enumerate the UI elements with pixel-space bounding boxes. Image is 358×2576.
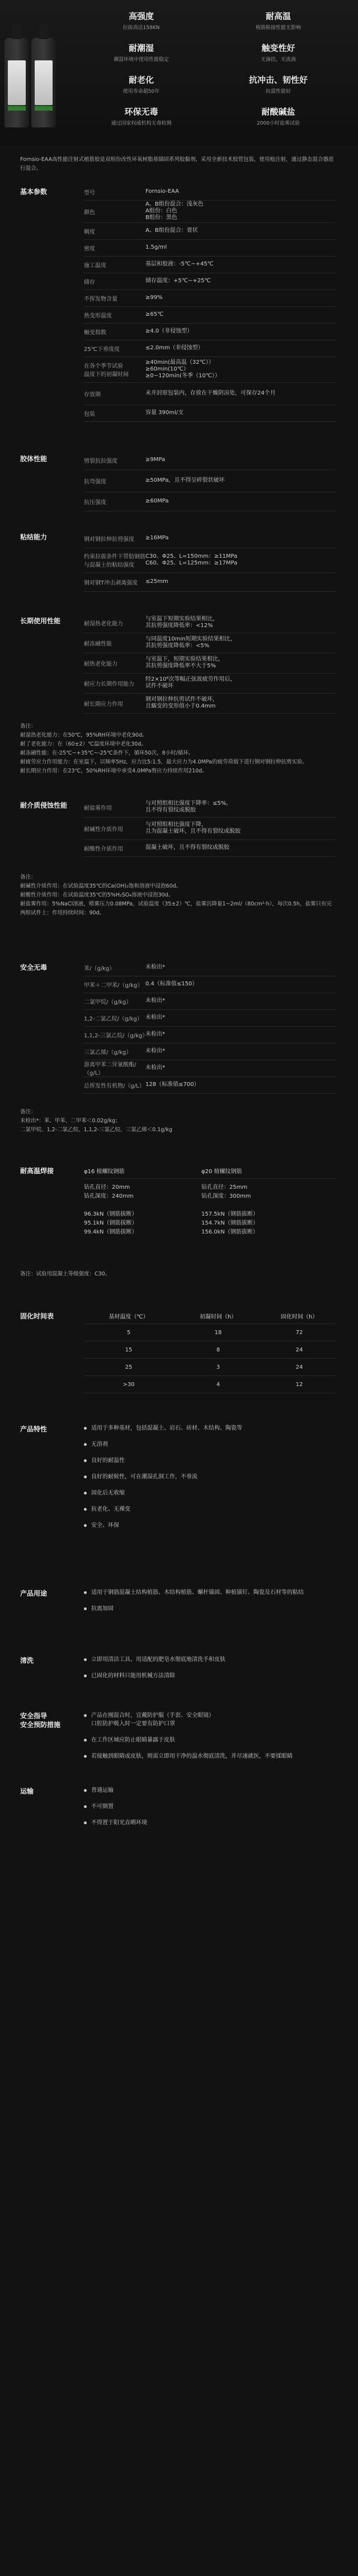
hightemp-head-16: φ16 植螺纹钢筋 bbox=[84, 1168, 125, 1175]
row-value: 未检出* bbox=[145, 1014, 165, 1021]
cure-cell: 3 bbox=[216, 1364, 220, 1370]
feature-sub: 拉拔高达158KN bbox=[123, 25, 160, 31]
table-row bbox=[84, 405, 336, 422]
product-image bbox=[4, 32, 58, 127]
bullet-item bbox=[84, 1786, 336, 1795]
table-row bbox=[84, 222, 336, 240]
cartridge-nozzle bbox=[12, 23, 21, 39]
table-row bbox=[84, 492, 336, 511]
row-value: C30、Φ25、L=150mm：≥11MPa C60、Φ25、L=125mm：≥17MPa bbox=[145, 553, 238, 566]
row-label: 存放期 bbox=[84, 391, 101, 398]
row-label: 颜色 bbox=[84, 209, 95, 216]
bullet-item bbox=[84, 1588, 336, 1597]
table-row bbox=[84, 653, 336, 673]
table-row bbox=[84, 450, 336, 470]
table-row bbox=[84, 1043, 336, 1060]
table-row bbox=[84, 976, 336, 993]
feature-sub: 通过国家权威机构无毒检测 bbox=[111, 121, 172, 126]
cure-head-temp: 基材温度（℃） bbox=[109, 1313, 149, 1320]
row-label: 施工温度 bbox=[84, 262, 106, 269]
hightemp-line: 99.4kN（钢筋拔断） bbox=[84, 1229, 138, 1235]
bullet-dot-icon bbox=[84, 1821, 87, 1824]
hightemp-header bbox=[84, 1163, 336, 1179]
section-adhesive bbox=[0, 448, 358, 526]
table-row bbox=[84, 613, 336, 633]
cure-row bbox=[84, 1359, 336, 1376]
bullet-dot-icon bbox=[84, 1459, 87, 1462]
row-value: ≥50MPa，且不得呈碎裂状破坏 bbox=[145, 477, 225, 483]
hightemp-line: 钻孔直径：25mm bbox=[201, 1184, 248, 1190]
bullet-item bbox=[84, 1752, 336, 1761]
table-row bbox=[84, 529, 336, 548]
safety-notes: 备注： 未检出*：苯、甲苯、二甲苯＜0.02g/kg； 二氯甲烷、1,2-二氯乙烷、1,1,2-三氯乙烷、三氯乙烯＜0.1g/kg bbox=[20, 1109, 173, 1133]
feature-sub: 2000小时盐雾试验 bbox=[257, 121, 300, 126]
feature-item bbox=[73, 106, 210, 126]
bullet-text: 抗震加固 bbox=[91, 1606, 114, 1612]
table-row bbox=[84, 323, 336, 340]
row-label: 热变形温度 bbox=[84, 312, 112, 319]
section-protect bbox=[0, 1706, 358, 1778]
cure-head-initial: 初凝时间（h） bbox=[199, 1313, 237, 1320]
row-label: 不挥发物含量 bbox=[84, 296, 117, 302]
cure-table bbox=[84, 1308, 336, 1393]
row-value: 与室温下短期实验结果相比， 其抗剪强度降低率：<12% bbox=[145, 616, 218, 629]
bullet-text: 安全、环保 bbox=[91, 1522, 119, 1529]
feature-item bbox=[73, 42, 210, 63]
feature-title: 耐高温 bbox=[265, 11, 291, 21]
row-value: ≥16MPa bbox=[145, 535, 169, 541]
feature-title: 耐潮湿 bbox=[128, 43, 154, 53]
bullet-text: 适用于钢筋混凝土结构植筋、木结构植筋、螺杆锚固、种植锚钉、陶瓷及石材等的粘结 bbox=[91, 1590, 304, 1596]
row-value: A、B组份混合：浅灰色 A组份：白色 B组份：黑色 bbox=[145, 201, 204, 221]
section-hightemp bbox=[0, 1158, 358, 1303]
cure-cell: 12 bbox=[295, 1381, 303, 1388]
row-label: 耐湿热老化能力 bbox=[84, 620, 123, 627]
section-title: 耐介质侵蚀性能 bbox=[20, 801, 68, 809]
hightemp-head-20: φ20 植螺纹钢筋 bbox=[201, 1168, 242, 1175]
table-row bbox=[84, 572, 336, 592]
feature-sub: 使用寿命超50年 bbox=[123, 89, 160, 94]
feature-item bbox=[210, 74, 347, 94]
section-title: 安全指导 安全预防措施 bbox=[20, 1712, 61, 1729]
row-value: ≥60MPa bbox=[145, 498, 169, 504]
bullet-item bbox=[84, 1711, 336, 1728]
row-label: 包装 bbox=[84, 411, 95, 418]
row-label: 游离甲苯二异氰酸酯/（g/L） bbox=[84, 1062, 136, 1076]
row-value: 与室温下，短期实验结果相比， 其抗剪强度降低率不大于5% bbox=[145, 656, 224, 669]
bullet-text: 产品在刚混合时，宜戴防护服（手套、安全眼镜） 口腔防护吸入时一定要有防护口罩 bbox=[91, 1712, 214, 1727]
bullet-text: 不得置于阳光直晒环境 bbox=[91, 1820, 147, 1826]
row-value: ≥4.0（非侵蚀型） bbox=[145, 328, 193, 334]
section-corrosion bbox=[0, 795, 358, 957]
table-row bbox=[84, 1026, 336, 1043]
table-row bbox=[84, 340, 336, 357]
bullet-text: 普通运输 bbox=[91, 1787, 114, 1794]
feature-item bbox=[210, 10, 347, 31]
hightemp-line: 157.5kN（钢筋拔断） bbox=[201, 1211, 258, 1217]
bullet-text: 若接触到眼睛或皮肤，则需立即用干净的温水彻底清洗，并尽速就医，不要揉眼睛 bbox=[91, 1753, 293, 1759]
row-label: 苯/（g/kg） bbox=[84, 965, 115, 972]
hightemp-line: 钻孔深度：240mm bbox=[84, 1193, 134, 1199]
bullet-item bbox=[84, 1802, 336, 1811]
feature-item bbox=[73, 10, 210, 31]
row-value: 未检出* bbox=[145, 1031, 165, 1037]
bullet-item bbox=[84, 1424, 336, 1432]
bullet-dot-icon bbox=[84, 1427, 87, 1430]
bullet-item bbox=[84, 1505, 336, 1514]
table-row bbox=[84, 1076, 336, 1094]
table-row bbox=[84, 1060, 336, 1077]
section-title: 产品用途 bbox=[20, 1590, 48, 1597]
row-label: 甲苯＋二甲苯/（g/kg） bbox=[84, 982, 143, 989]
row-value: ≤25mm bbox=[145, 578, 168, 585]
bullet-text: 良好的耐候性，可在潮湿孔洞工作，不垂流 bbox=[91, 1474, 197, 1480]
table-row bbox=[84, 306, 336, 324]
row-label: 总挥发性有机物/（g/L） bbox=[84, 1083, 145, 1089]
cure-cell: >30 bbox=[123, 1381, 135, 1388]
hightemp-line: 96.3kN（钢筋拔断） bbox=[84, 1211, 138, 1217]
cure-cell: 4 bbox=[216, 1381, 220, 1388]
cure-head-full: 固化时间（h） bbox=[280, 1313, 318, 1320]
corrosion-notes: 备注： 耐碱性介质作用：在试验温度35℃的Ca(OH)₂饱和溶液中浸泡60d。 耐酸性介质作用：在试验温度35℃的5%H₂SO₄溶液中浸泡30d。 耐盐雾作用：5%NaCl溶液，喷雾压力0.08MPa，试验温度（35±2）℃，盐雾沉降量1~2ml/（80cm²·h），每次0.5h，盐雾只有完两组试件上：作用持续时间：90d。 bbox=[20, 874, 332, 916]
row-label: 密度 bbox=[84, 245, 95, 252]
section-usage bbox=[0, 1583, 358, 1650]
feature-sub: 潮湿环境中使用性能稳定 bbox=[113, 57, 169, 63]
cure-row bbox=[84, 1376, 336, 1393]
bullet-text: 无溶剂 bbox=[91, 1441, 108, 1448]
row-value: ≥9MPa bbox=[145, 457, 166, 463]
hightemp-line: 钻孔深度：300mm bbox=[201, 1193, 251, 1199]
transport-list bbox=[84, 1786, 336, 1835]
cartridge-left bbox=[4, 38, 29, 127]
row-label: 型号 bbox=[84, 189, 95, 196]
row-label: 25℃下垂度度 bbox=[84, 346, 120, 353]
table-row bbox=[84, 797, 336, 818]
feature-item bbox=[210, 42, 347, 63]
feature-item bbox=[73, 74, 210, 94]
table-row bbox=[84, 183, 336, 201]
table-row bbox=[84, 382, 336, 405]
feature-title: 触变性好 bbox=[261, 43, 295, 53]
table-row bbox=[84, 817, 336, 840]
bullet-item bbox=[84, 1736, 336, 1744]
row-label: 1,1,2-三氯乙烷/（g/kg） bbox=[84, 1032, 148, 1039]
intro-text: Fornsio-EAA高性能注射式植筋胶是双组份改性环氧树脂基锚固系列胶黏剂，采用全新技术胶管包装，使用枪注射，通过静态混合器进行混合。 bbox=[20, 156, 334, 172]
bullet-dot-icon bbox=[84, 1714, 87, 1717]
cure-cell: 18 bbox=[214, 1329, 222, 1336]
bullet-dot-icon bbox=[84, 1443, 87, 1446]
row-value: A、B组份混合：膏状 bbox=[145, 227, 198, 234]
section-longterm bbox=[0, 610, 358, 795]
bullet-text: 良好的耐温性 bbox=[91, 1458, 125, 1464]
feature-title: 环保无毒 bbox=[124, 107, 158, 117]
bullet-dot-icon bbox=[84, 1674, 87, 1677]
bullet-item bbox=[84, 1457, 336, 1465]
bullet-dot-icon bbox=[84, 1755, 87, 1758]
bullet-text: 适用于多种基材，包括混凝土、岩石、砖材、木结构、陶瓷等 bbox=[91, 1425, 242, 1431]
table-row bbox=[84, 673, 336, 694]
cure-cell: 24 bbox=[295, 1364, 303, 1370]
row-value: 混凝土破坏，且不得有裂纹或脱胶 bbox=[145, 845, 229, 851]
hightemp-col-16 bbox=[84, 1183, 201, 1237]
cartridge-label bbox=[35, 60, 53, 105]
cure-cell: 25 bbox=[125, 1364, 133, 1370]
bullet-text: 在工作区域应防止眼睛暴露于皮肤 bbox=[91, 1737, 175, 1743]
feature-sub: 植筋粘接性能无影响 bbox=[255, 25, 301, 31]
section-title: 长期使用性能 bbox=[20, 617, 61, 625]
row-value: 与对照组相比强度下降， 且为混凝土破坏，且不得有裂纹或脱胶 bbox=[145, 822, 241, 834]
row-label: 抗压强度 bbox=[84, 499, 106, 506]
row-label: 约束拉拔条件下带肋钢筋 与混凝土的粘结强度 bbox=[84, 554, 145, 568]
row-label: 耐碱性介质作用 bbox=[84, 826, 123, 833]
row-label: 三氯乙烯/（g/kg） bbox=[84, 1049, 132, 1056]
row-value: 未开封原包装内，存放在干燥阴凉处，可保存24个月 bbox=[145, 390, 276, 396]
row-label: 触变指数 bbox=[84, 329, 106, 336]
hightemp-line: 95.1kN（钢筋拔断） bbox=[84, 1220, 138, 1226]
table-row bbox=[84, 633, 336, 653]
bullet-text: 抗老化、无裸变 bbox=[91, 1506, 130, 1512]
table-row bbox=[84, 200, 336, 223]
feature-title: 耐老化 bbox=[128, 75, 154, 85]
row-value: 1.5g/ml bbox=[145, 244, 167, 250]
bullet-item bbox=[84, 1440, 336, 1449]
cure-cell: 24 bbox=[295, 1346, 303, 1353]
usage-list bbox=[84, 1588, 336, 1621]
hightemp-table bbox=[84, 1163, 336, 1237]
feature-sub: 无滴挂，无流淌 bbox=[260, 57, 296, 63]
cartridge-nozzle bbox=[39, 23, 48, 39]
row-label: 1,2-二氯乙烷/（g/kg） bbox=[84, 1016, 143, 1022]
feature-sub: 抗震性能好 bbox=[265, 89, 291, 94]
bullet-item bbox=[84, 1489, 336, 1497]
row-label: 耐应力长期作用能力 bbox=[84, 681, 134, 687]
bullet-item bbox=[84, 1473, 336, 1481]
feature-title: 高强度 bbox=[128, 11, 154, 21]
section-clean bbox=[0, 1650, 358, 1706]
section-title: 产品特性 bbox=[20, 1425, 48, 1433]
row-value: 储存温度：+5℃~+25℃ bbox=[145, 278, 211, 284]
cartridge-band bbox=[35, 106, 53, 111]
row-value: 未检出* bbox=[145, 1048, 165, 1054]
row-value: ≥65℃ bbox=[145, 311, 164, 317]
section-basic bbox=[0, 180, 358, 448]
table-row bbox=[84, 959, 336, 976]
table-row bbox=[84, 290, 336, 307]
row-label: 耐酸性介质作用 bbox=[84, 846, 123, 852]
longterm-notes: 备注： 耐湿热老化能力：在50℃，95%RH环境中老化90d。 耐了老化能力：在（60±2）℃温度环境中老化30d。 耐冻融性能：在-25℃~+35℃~-25℃条件下，循环50次，8小时/循环。 耐疲劳应力作用能力：在室温下，以频率5Hz，应力比5:1.5，最大应力为4.0MPa的疲劳荷载下进行钢对钢拉伸抗剪实验。 耐长期应力作用：在23℃，50%RH环境中承受4.0MPa剪应力持续作用210d。 bbox=[20, 723, 308, 774]
bullet-item bbox=[84, 1672, 336, 1680]
row-value: 基层和胶液：-5℃~+45℃ bbox=[145, 261, 214, 267]
row-label: 钢对钢拉伸抗剪强度 bbox=[84, 536, 134, 543]
cure-cell: 8 bbox=[216, 1346, 220, 1353]
row-value: 未检出* bbox=[145, 964, 165, 970]
feature-item bbox=[210, 106, 347, 126]
table-row bbox=[84, 273, 336, 290]
clean-list bbox=[84, 1655, 336, 1688]
bullet-dot-icon bbox=[84, 1789, 87, 1792]
row-label: 储存 bbox=[84, 279, 95, 286]
cure-rows bbox=[84, 1324, 336, 1393]
bullet-dot-icon bbox=[84, 1607, 87, 1610]
row-label: 抗弯强度 bbox=[84, 478, 106, 485]
section-safety bbox=[0, 957, 358, 1158]
table-row bbox=[84, 469, 336, 492]
row-value: 未检出* bbox=[145, 998, 165, 1004]
row-label: 耐盐雾作用 bbox=[84, 805, 112, 812]
row-value: 未检出* bbox=[145, 1065, 165, 1071]
cure-row bbox=[84, 1341, 336, 1359]
bullet-dot-icon bbox=[84, 1492, 87, 1495]
section-features bbox=[0, 1415, 358, 1583]
row-value: 容量 390ml/支 bbox=[145, 410, 184, 416]
bullet-dot-icon bbox=[84, 1476, 87, 1478]
row-label: 耐长期应力作用 bbox=[84, 701, 123, 708]
hightemp-line: 154.7kN（钢筋拔断） bbox=[201, 1220, 258, 1226]
protect-list bbox=[84, 1711, 336, 1768]
section-transport bbox=[0, 1778, 358, 1846]
bullet-dot-icon bbox=[84, 1658, 87, 1661]
table-row bbox=[84, 239, 336, 257]
section-bond bbox=[0, 526, 358, 610]
section-title: 胶体性能 bbox=[20, 455, 48, 463]
bullet-text: 不可倒置 bbox=[91, 1804, 114, 1810]
bullet-text: 立即用清洁工具、用适配的肥皂水彻底地清洗手和皮肤 bbox=[91, 1657, 225, 1663]
cure-header bbox=[84, 1308, 336, 1324]
features-list bbox=[84, 1424, 336, 1538]
row-label: 稠度 bbox=[84, 229, 95, 235]
hightemp-notes: 备注：试验用混凝土等级强度：C30。 bbox=[20, 1271, 111, 1277]
table-row bbox=[84, 839, 336, 857]
bullet-dot-icon bbox=[84, 1739, 87, 1742]
table-row bbox=[84, 357, 336, 383]
bullet-dot-icon bbox=[84, 1591, 87, 1594]
section-title: 固化时间表 bbox=[20, 1312, 54, 1320]
bullet-item bbox=[84, 1605, 336, 1613]
row-value: ≤2.0mm（非侵蚀型） bbox=[145, 345, 204, 351]
row-value: Fornsio-EAA bbox=[145, 188, 179, 194]
row-label: 耐热老化能力 bbox=[84, 661, 117, 667]
row-value: 与对照组相比强度下降率：≤5%， 且不得有裂纹或脱胶 bbox=[145, 800, 232, 813]
row-value: 与同温度10min短期实验结果相比， 其抗剪强度降低率：<5% bbox=[145, 636, 236, 649]
row-value: ≥99% bbox=[145, 295, 163, 301]
section-title: 安全无毒 bbox=[20, 964, 48, 971]
row-label: 在各个季节试验 温度下的初凝时间 bbox=[84, 363, 129, 378]
row-value: 128（标准值≤700） bbox=[145, 1081, 200, 1088]
cure-cell: 72 bbox=[295, 1329, 303, 1336]
cure-cell: 15 bbox=[125, 1346, 133, 1353]
row-value: 0.4（标准值≤150） bbox=[145, 981, 198, 987]
section-title: 运输 bbox=[20, 1787, 34, 1795]
feature-title: 耐酸碱盐 bbox=[261, 107, 295, 117]
section-title: 基本参数 bbox=[20, 188, 48, 196]
bullet-text: 已固化的材料只能用机械方法清除 bbox=[91, 1673, 175, 1679]
table-row bbox=[84, 1009, 336, 1027]
row-value: ≥40min(最高温（32℃）） ≥60min(10℃） ≥0~120min(冬季（10℃）） bbox=[145, 359, 220, 379]
hero-banner bbox=[0, 0, 358, 145]
section-cure bbox=[0, 1303, 358, 1415]
section-title: 清洗 bbox=[20, 1657, 34, 1664]
feature-grid bbox=[73, 10, 347, 126]
row-value: 钢对钢拉伸抗剪试件不破坏， 且蠕变的变形值小于0.4mm bbox=[145, 696, 218, 709]
row-label: 钢对钢T冲击剥离强度 bbox=[84, 580, 138, 586]
cartridge-label bbox=[8, 60, 26, 105]
table-row bbox=[84, 256, 336, 273]
cure-row bbox=[84, 1324, 336, 1341]
bullet-text: 固化后无收缩 bbox=[91, 1490, 125, 1496]
row-label: 二氯甲烷/（g/kg） bbox=[84, 999, 132, 1005]
row-label: 耐冻融性能 bbox=[84, 641, 112, 647]
bullet-dot-icon bbox=[84, 1508, 87, 1511]
hightemp-line: 钻孔直径：20mm bbox=[84, 1184, 130, 1190]
table-row bbox=[84, 548, 336, 573]
hightemp-body bbox=[84, 1179, 336, 1237]
cartridge-right bbox=[31, 38, 56, 127]
cure-cell: 5 bbox=[126, 1329, 131, 1336]
row-value: 经2×10⁶次等幅正弦波疲劳作用后， 试件不破坏 bbox=[145, 676, 236, 689]
hightemp-col-20 bbox=[201, 1183, 336, 1237]
feature-title: 抗冲击、韧性好 bbox=[248, 75, 308, 85]
bullet-item bbox=[84, 1819, 336, 1827]
bullet-dot-icon bbox=[84, 1524, 87, 1527]
bullet-dot-icon bbox=[84, 1805, 87, 1808]
table-row bbox=[84, 993, 336, 1010]
row-label: 劈裂抗拉强度 bbox=[84, 458, 117, 464]
bullet-item bbox=[84, 1655, 336, 1664]
section-title: 耐高温焊接 bbox=[20, 1167, 54, 1175]
section-title: 粘结能力 bbox=[20, 533, 48, 541]
table-row bbox=[84, 693, 336, 714]
bullet-item bbox=[84, 1521, 336, 1530]
cartridge-band bbox=[8, 106, 26, 111]
hightemp-line: 156.0kN（钢筋拔断） bbox=[201, 1229, 258, 1235]
